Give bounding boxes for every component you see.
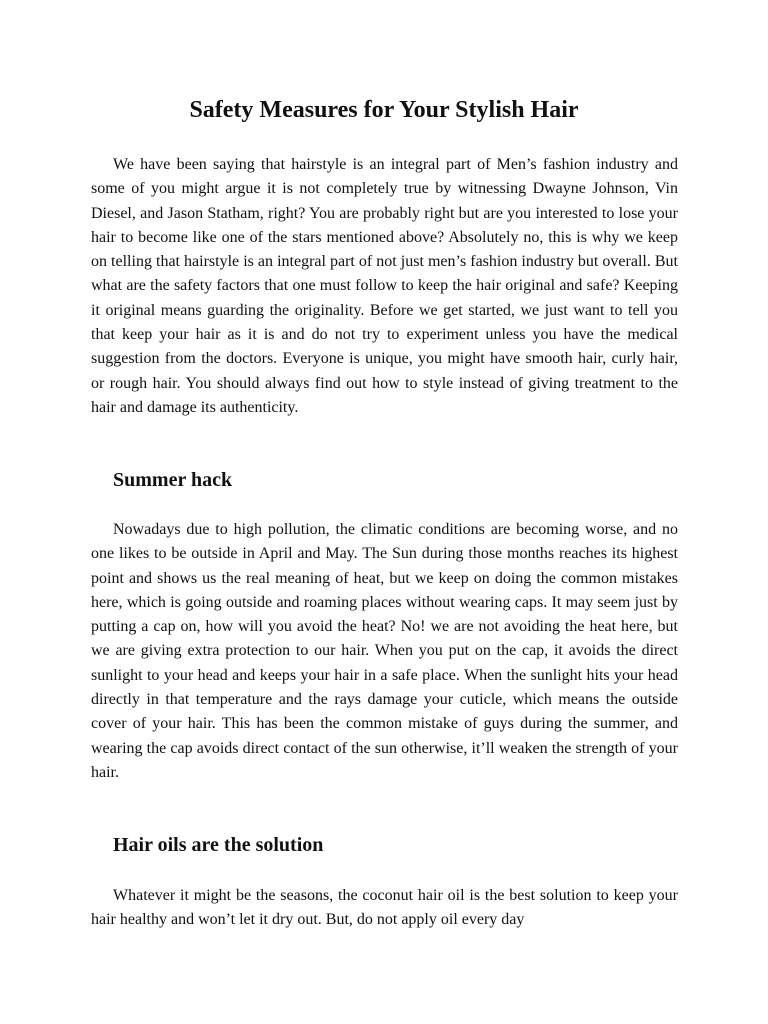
- document-title: Safety Measures for Your Stylish Hair: [189, 97, 579, 123]
- section-paragraph-summer-hack: Nowadays due to high pollution, the climatic conditions are becoming worse, and no one likes to be outside in April and May. The Sun during those months reaches its highest point and shows us the real meaning of heat, but we keep on doing the common mistakes here, which is going outside and roaming places without wearing caps. It may seem just by putting a cap on, how will you avoid the heat? No! we are not avoiding the heat here, but we are giving extra protection to our hair. When you put on the cap, it avoids the direct sunlight to your head and keeps your hair in a safe place. When the sunlight hits your head directly in that temperature and the rays damage your cuticle, which means the outside cover of your hair. This has been the common mistake of guys during the summer, and wearing the cap avoids direct contact of the sun otherwise, it’ll weaken the strength of your hair.: [91, 521, 678, 781]
- section-heading-summer-hack: Summer hack: [113, 469, 233, 491]
- section-heading-hair-oils: Hair oils are the solution: [113, 834, 324, 856]
- intro-paragraph: We have been saying that hairstyle is an integral part of Men’s fashion industry and some of you might argue it is not completely true by witnessing Dwayne Johnson, Vin Diesel, and Jason Statham, right? You are probably right but are you interested to lose your hair to become like one of the stars mentioned above? Absolutely no, this is why we keep on telling that hairstyle is an integral part of not just men’s fashion industry but overall. But what are the safety factors that one must follow to keep the hair original and safe? Keeping it original means guarding the originality. Before we get started, we just want to tell you that keep your hair as it is and do not try to experiment unless you have the medical suggestion from the doctors. Everyone is unique, you might have smooth hair, curly hair, or rough hair. You should always find out how to style instead of giving treatment to the hair and damage its authenticity.: [91, 156, 678, 416]
- section-paragraph-hair-oils: Whatever it might be the seasons, the coconut hair oil is the best solution to keep your hair healthy and won’t let it dry out. But, do not apply oil every day: [91, 887, 678, 929]
